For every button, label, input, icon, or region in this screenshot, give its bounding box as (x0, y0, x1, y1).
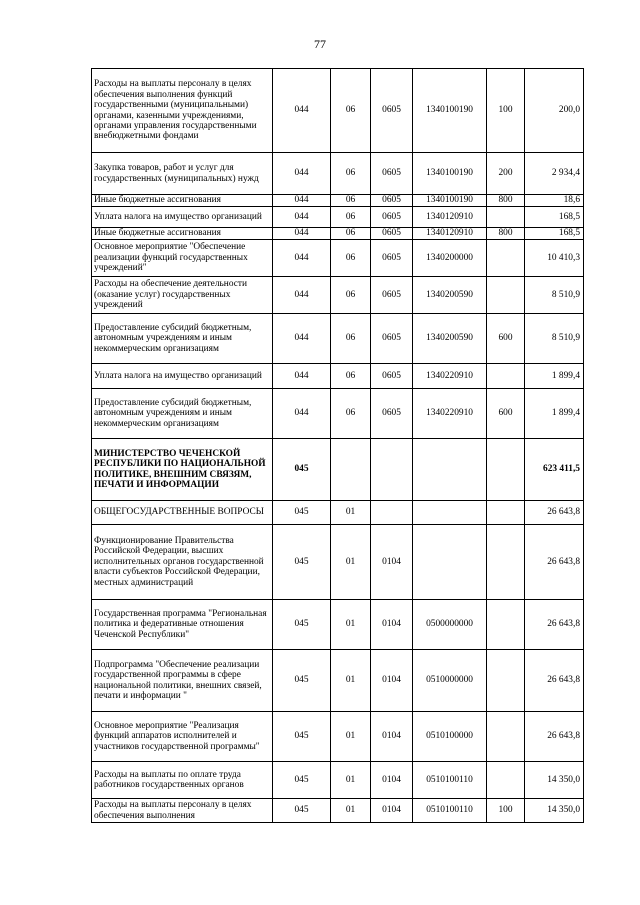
cell-ved: 045 (273, 600, 331, 650)
cell-rz: 06 (331, 153, 371, 195)
cell-rz: 06 (331, 277, 371, 314)
cell-sum: 14 350,0 (525, 799, 584, 823)
cell-pr: 0605 (371, 195, 413, 207)
cell-sum: 168,5 (525, 207, 584, 228)
cell-ved: 044 (273, 207, 331, 228)
cell-sum: 200,0 (525, 69, 584, 153)
cell-pr: 0104 (371, 525, 413, 600)
cell-rz: 01 (331, 501, 371, 525)
budget-table (91, 68, 584, 823)
cell-name: Иные бюджетные ассигнования (92, 195, 273, 207)
cell-ved: 044 (273, 69, 331, 153)
cell-ved: 045 (273, 650, 331, 712)
cell-vr: 600 (487, 314, 525, 364)
cell-csr (413, 501, 487, 525)
cell-ved: 045 (273, 501, 331, 525)
cell-ved: 044 (273, 153, 331, 195)
cell-vr: 100 (487, 799, 525, 823)
cell-name: Уплата налога на имущество организаций (92, 364, 273, 389)
cell-rz: 06 (331, 207, 371, 228)
cell-pr: 0605 (371, 277, 413, 314)
cell-sum: 18,6 (525, 195, 584, 207)
cell-ved: 044 (273, 228, 331, 240)
cell-rz: 06 (331, 314, 371, 364)
cell-pr: 0104 (371, 762, 413, 799)
cell-csr: 0510100110 (413, 762, 487, 799)
cell-pr: 0605 (371, 364, 413, 389)
table-row (92, 195, 584, 207)
cell-csr: 0510100000 (413, 712, 487, 762)
cell-csr: 1340100190 (413, 195, 487, 207)
cell-name: Основное мероприятие "Обеспечение реализации функций государственных учреждений" (92, 240, 273, 277)
cell-pr (371, 501, 413, 525)
table-row (92, 277, 584, 314)
cell-ved: 044 (273, 314, 331, 364)
table-row (92, 600, 584, 650)
cell-rz: 06 (331, 364, 371, 389)
cell-vr (487, 712, 525, 762)
cell-vr: 200 (487, 153, 525, 195)
cell-vr (487, 650, 525, 712)
cell-pr: 0605 (371, 389, 413, 439)
cell-name: Государственная программа "Региональная политика и федеративные отношения Чеченской Республики" (92, 600, 273, 650)
cell-name: Расходы на обеспечение деятельности (оказание услуг) государственных учреждений (92, 277, 273, 314)
cell-sum: 10 410,3 (525, 240, 584, 277)
cell-sum: 26 643,8 (525, 501, 584, 525)
cell-pr: 0605 (371, 69, 413, 153)
cell-sum: 1 899,4 (525, 389, 584, 439)
table-row (92, 501, 584, 525)
cell-sum: 8 510,9 (525, 277, 584, 314)
cell-vr: 800 (487, 195, 525, 207)
cell-sum: 26 643,8 (525, 650, 584, 712)
cell-rz: 06 (331, 69, 371, 153)
table-row (92, 389, 584, 439)
cell-vr: 100 (487, 69, 525, 153)
cell-rz: 06 (331, 195, 371, 207)
cell-rz: 01 (331, 650, 371, 712)
cell-rz: 06 (331, 389, 371, 439)
cell-ved: 045 (273, 762, 331, 799)
cell-csr: 1340200590 (413, 277, 487, 314)
cell-vr: 600 (487, 389, 525, 439)
table-row (92, 799, 584, 823)
cell-csr: 1340120910 (413, 228, 487, 240)
cell-ved: 045 (273, 525, 331, 600)
table-row (92, 439, 584, 501)
cell-name: Предоставление субсидий бюджетным, автономным учреждениям и иным некоммерческим организациям (92, 389, 273, 439)
cell-rz: 01 (331, 600, 371, 650)
cell-rz: 01 (331, 762, 371, 799)
cell-ved: 044 (273, 240, 331, 277)
page-number: 77 (314, 37, 326, 51)
table-row (92, 712, 584, 762)
table-row (92, 314, 584, 364)
table-row (92, 525, 584, 600)
cell-name: Расходы на выплаты персоналу в целях обеспечения выполнения (92, 799, 273, 823)
cell-rz: 01 (331, 799, 371, 823)
cell-vr (487, 240, 525, 277)
cell-pr: 0605 (371, 240, 413, 277)
cell-ved: 044 (273, 364, 331, 389)
cell-csr: 0510000000 (413, 650, 487, 712)
cell-csr: 1340200000 (413, 240, 487, 277)
cell-vr (487, 600, 525, 650)
cell-name: Предоставление субсидий бюджетным, автономным учреждениям и иным некоммерческим организациям (92, 314, 273, 364)
cell-name: Основное мероприятие "Реализация функций аппаратов исполнителей и участников государственной программы" (92, 712, 273, 762)
table-row (92, 240, 584, 277)
table-row (92, 762, 584, 799)
cell-csr: 1340220910 (413, 389, 487, 439)
cell-name: Функционирование Правительства Российской Федерации, высших исполнительных органов государственной власти субъектов Российской Федерации, местных администраций (92, 525, 273, 600)
cell-vr (487, 525, 525, 600)
cell-csr (413, 439, 487, 501)
cell-vr (487, 207, 525, 228)
cell-rz: 06 (331, 240, 371, 277)
cell-name: Расходы на выплаты по оплате труда работников государственных органов (92, 762, 273, 799)
cell-rz: 06 (331, 228, 371, 240)
cell-csr: 0510100110 (413, 799, 487, 823)
cell-name: Подпрограмма "Обеспечение реализации государственной программы в сфере национальной политики, внешних связей, печати и информации " (92, 650, 273, 712)
table-row (92, 153, 584, 195)
cell-csr: 0500000000 (413, 600, 487, 650)
cell-sum: 8 510,9 (525, 314, 584, 364)
cell-vr (487, 277, 525, 314)
cell-pr: 0104 (371, 799, 413, 823)
cell-sum: 2 934,4 (525, 153, 584, 195)
cell-sum: 26 643,8 (525, 525, 584, 600)
cell-vr (487, 439, 525, 501)
cell-pr: 0104 (371, 712, 413, 762)
table-row (92, 364, 584, 389)
table-row (92, 228, 584, 240)
table-row (92, 207, 584, 228)
cell-ved: 044 (273, 389, 331, 439)
cell-csr: 1340100190 (413, 69, 487, 153)
cell-pr (371, 439, 413, 501)
cell-sum: 1 899,4 (525, 364, 584, 389)
cell-vr (487, 762, 525, 799)
cell-sum: 26 643,8 (525, 600, 584, 650)
cell-vr: 800 (487, 228, 525, 240)
cell-rz: 01 (331, 525, 371, 600)
cell-sum: 26 643,8 (525, 712, 584, 762)
cell-pr: 0605 (371, 228, 413, 240)
cell-name: Уплата налога на имущество организаций (92, 207, 273, 228)
cell-name: Закупка товаров, работ и услуг для государственных (муниципальных) нужд (92, 153, 273, 195)
cell-pr: 0104 (371, 650, 413, 712)
cell-pr: 0605 (371, 314, 413, 364)
cell-name: ОБЩЕГОСУДАРСТВЕННЫЕ ВОПРОСЫ (92, 501, 273, 525)
cell-vr (487, 501, 525, 525)
cell-ved: 045 (273, 439, 331, 501)
cell-csr: 1340120910 (413, 207, 487, 228)
cell-csr (413, 525, 487, 600)
cell-name: Иные бюджетные ассигнования (92, 228, 273, 240)
cell-ved: 045 (273, 799, 331, 823)
cell-sum: 168,5 (525, 228, 584, 240)
cell-csr: 1340220910 (413, 364, 487, 389)
cell-vr (487, 364, 525, 389)
cell-rz: 01 (331, 712, 371, 762)
cell-rz (331, 439, 371, 501)
cell-csr: 1340100190 (413, 153, 487, 195)
cell-pr: 0605 (371, 207, 413, 228)
cell-name: МИНИСТЕРСТВО ЧЕЧЕНСКОЙ РЕСПУБЛИКИ ПО НАЦИОНАЛЬНОЙ ПОЛИТИКЕ, ВНЕШНИМ СВЯЗЯМ, ПЕЧАТИ И ИНФОРМАЦИИ (92, 439, 273, 501)
cell-csr: 1340200590 (413, 314, 487, 364)
cell-ved: 045 (273, 712, 331, 762)
cell-ved: 044 (273, 195, 331, 207)
cell-name: Расходы на выплаты персоналу в целях обеспечения выполнения функций государственными (муниципальными) органами, казенными учреждениями, органами управления государственными внебюджетными фондами (92, 69, 273, 153)
table-row (92, 69, 584, 153)
cell-sum: 14 350,0 (525, 762, 584, 799)
cell-pr: 0104 (371, 600, 413, 650)
cell-pr: 0605 (371, 153, 413, 195)
cell-sum: 623 411,5 (525, 439, 584, 501)
cell-ved: 044 (273, 277, 331, 314)
table-row (92, 650, 584, 712)
